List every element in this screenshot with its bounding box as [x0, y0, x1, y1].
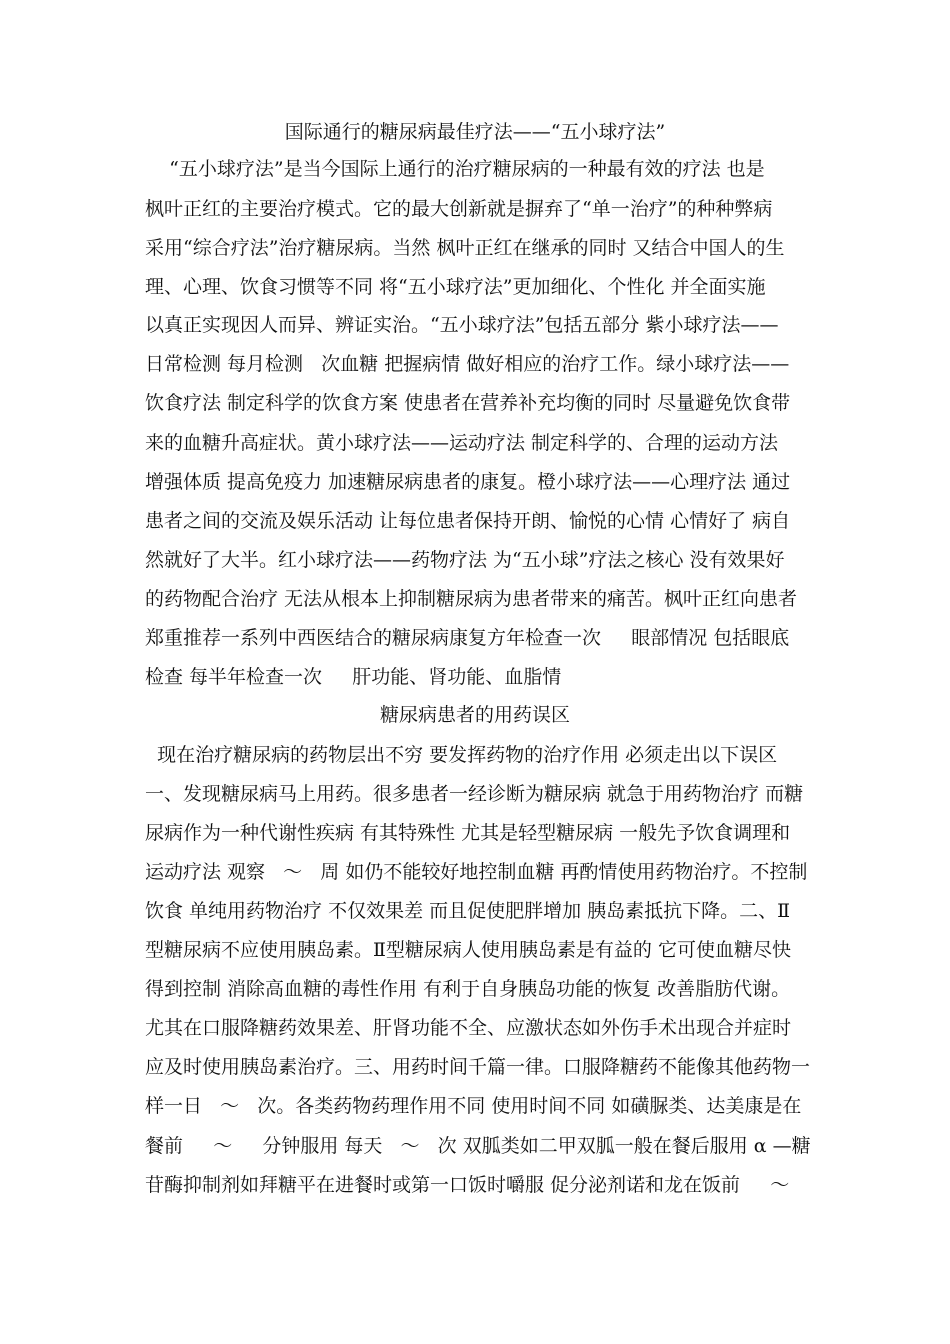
section1-title: 国际通行的糖尿病最佳疗法——“五小球疗法” — [284, 121, 666, 143]
section2-line: 得到控制 消除高血糖的毒性作用 有利于自身胰岛功能的恢复 改善脂肪代谢。 — [145, 978, 791, 1000]
section2-line: 一、发现糖尿病马上用药。很多患者一经诊断为糖尿病 就急于用药物治疗 而糖 — [145, 783, 804, 805]
section1-line: 然就好了大半。红小球疗法——药物疗法 为“五小球”疗法之核心 没有效果好 — [145, 549, 785, 571]
section2-line: 尿病作为一种代谢性疾病 有其特殊性 尤其是轻型糖尿病 一般先予饮食调理和 — [145, 822, 791, 844]
section1-line: 采用“综合疗法”治疗糖尿病。当然 枫叶正红在继承的同时 又结合中国人的生 — [145, 237, 785, 259]
section1-line: 来的血糖升高症状。黄小球疗法——运动疗法 制定科学的、合理的运动方法 — [145, 432, 779, 454]
section2-line: 餐前 ～ 分钟服用 每天 ～ 次 双胍类如二甲双胍一般在餐后服用 α —糖 — [145, 1135, 811, 1157]
section1-line: 日常检测 每月检测 次血糖 把握病情 做好相应的治疗工作。绿小球疗法—— — [145, 353, 790, 375]
section2-line: 尤其在口服降糖药效果差、肝肾功能不全、应激状态如外伤手术出现合并症时 — [145, 1017, 792, 1039]
section2-line: 样一日 ～ 次。各类药物药理作用不同 使用时间不同 如磺脲类、达美康是在 — [145, 1095, 802, 1117]
section2-title: 糖尿病患者的用药误区 — [379, 704, 570, 726]
section1-line: 的药物配合治疗 无法从根本上抑制糖尿病为患者带来的痛苦。枫叶正红向患者 — [145, 588, 798, 610]
section1-line: 饮食疗法 制定科学的饮食方案 使患者在营养补充均衡的同时 尽量避免饮食带 — [145, 392, 791, 414]
section2-line: 应及时使用胰岛素治疗。三、用药时间千篇一律。口服降糖药不能像其他药物一 — [145, 1056, 811, 1078]
section1-line: 理、心理、饮食习惯等不同 将“五小球疗法”更加细化、个性化 并全面实施 — [145, 276, 766, 298]
section1-line: 增强体质 提高免疫力 加速糖尿病患者的康复。橙小球疗法——心理疗法 通过 — [145, 471, 791, 493]
section1-line: 枫叶正红的主要治疗模式。它的最大创新就是摒弃了“单一治疗”的种种弊病 — [145, 198, 773, 220]
section1-line: 检查 每半年检查一次 肝功能、肾功能、血脂情 — [145, 666, 562, 688]
section2-line: 型糖尿病不应使用胰岛素。Ⅱ型糖尿病人使用胰岛素是有益的 它可使血糖尽快 — [145, 939, 791, 961]
section1-line: 以真正实现因人而异、辨证实治。“五小球疗法”包括五部分 紫小球疗法—— — [145, 314, 779, 336]
section1-line: 患者之间的交流及娱乐活动 让每位患者保持开朗、愉悦的心情 心情好了 病自 — [145, 510, 791, 532]
section2-line: 现在治疗糖尿病的药物层出不穷 要发挥药物的治疗作用 必须走出以下误区 — [145, 744, 778, 766]
section2-line: 饮食 单纯用药物治疗 不仅效果差 而且促使肥胖增加 胰岛素抵抗下降。二、Ⅱ — [145, 900, 791, 922]
section2-line: 苷酶抑制剂如拜糖平在进餐时或第一口饭时嚼服 促分泌剂诺和龙在饭前 ～ — [145, 1174, 790, 1196]
section2-line: 运动疗法 观察 ～ 周 如仍不能较好地控制血糖 再酌情使用药物治疗。不控制 — [145, 861, 808, 883]
section1-line: “五小球疗法”是当今国际上通行的治疗糖尿病的一种最有效的疗法 也是 — [145, 158, 765, 180]
section1-line: 郑重推荐一系列中西医结合的糖尿病康复方年检查一次 眼部情况 包括眼底 — [145, 627, 790, 649]
